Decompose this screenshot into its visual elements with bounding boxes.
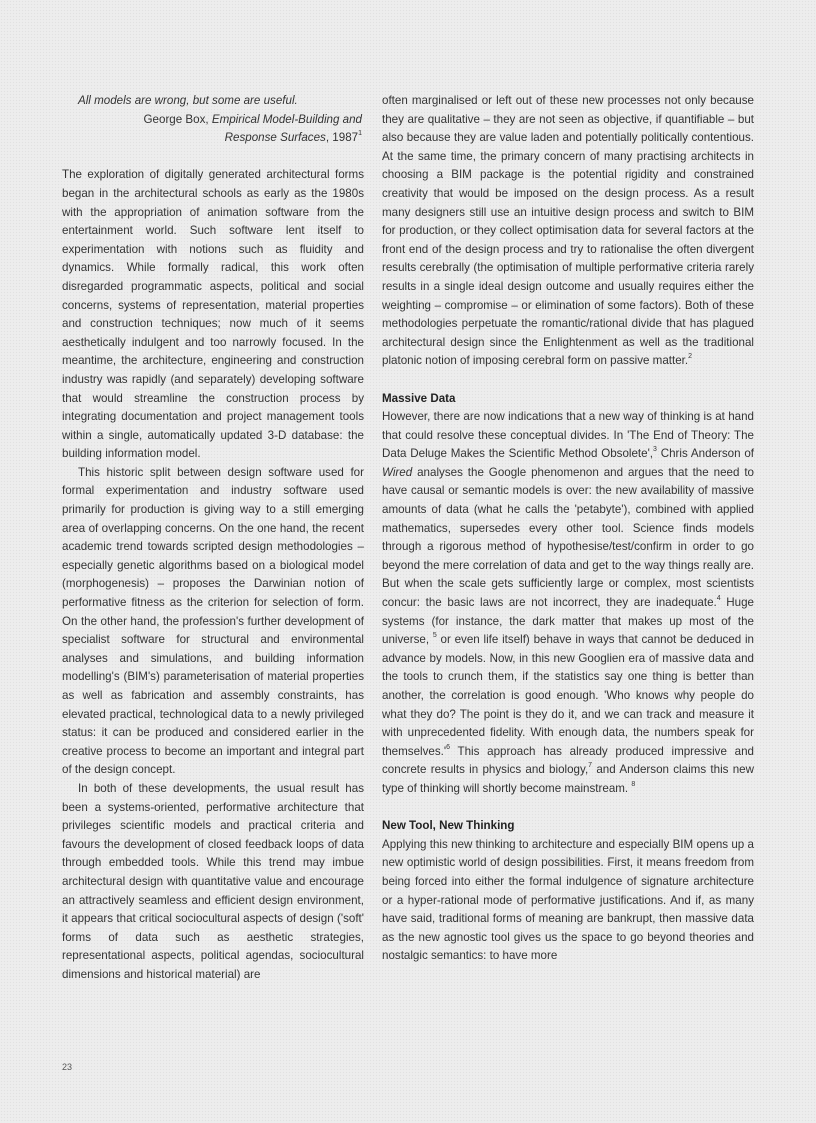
page-number: 23 (62, 1062, 73, 1072)
right-paragraph-1 (382, 92, 754, 371)
footnote-ref-2: 2 (688, 353, 693, 361)
epigraph (62, 92, 364, 148)
right-paragraph-1-text: often marginalised or left out of these new processes not only because they are qualitative – they are not seen as objective, if quantifiable – but also because they are value laden and potentially politically contentious. At the same time, the primary concern of many practising architects in choosing a BIM package is the potential rigidity and constrained creativity that would be imposed on the design process. As a result many designers still use an intuitive design process and switch to BIM for production, or they collect optimisation data for several factors at the front end of the design process and try to rationalise the often divergent results cerebrally (the optimisation of multiple performative criteria rarely results in a single ideal design outcome and usually requires either the weighting – compromise – or elimination of some factors). Both of these methodologies perpetuate the romantic/rational divide that has plagued architectural design since the Enlightenment as well as the traditional platonic notion of imposing cerebral form on passive matter. (382, 94, 754, 368)
left-paragraph-3: In both of these developments, the usual result has been a systems-oriented, performative architecture that privileges scientific models and practical criteria and favours the development of closed feedback loops of data through embedded tools. While this trend may imbue architectural design with quantitative value and encourage an attractively seamless and efficient design environment, it appears that critical sociocultural aspects of design ('soft' forms of data such as aesthetic strategies, representational aspects, political agendas, sociocultural dimensions and historical material) are (62, 781, 364, 981)
footnote-ref-1: 1 (358, 130, 362, 138)
epigraph-quote: All models are wrong, but some are useful. (78, 94, 298, 107)
left-column (62, 92, 364, 985)
epigraph-source-line-2 (62, 129, 364, 148)
left-paragraph-1: The exploration of digitally generated architectural forms began in the architectural schools as early as the 1980s with the appropriation of animation software from the entertainment world. Such software lent itself to experimentation with notions such as fluidity and dynamics. While formally radical, this work often disregarded programmatic aspects, political and social concerns, systems of representation, material properties and construction techniques; now much of it seems aesthetically indulgent and too narrowly focused. In the meantime, the architecture, engineering and construction industry was rapidly (and separately) developing software that would streamline the construction process by integrating documentation and project management tools within a single, automatically updated 3-D database: the building information model. (62, 168, 364, 461)
right-paragraph-2 (382, 408, 754, 798)
p2-part-f: This approach has already produced impressive and concrete results in physics and biology, (382, 744, 754, 777)
p2-wired: Wired (382, 465, 413, 479)
p2-part-a: However, there are now indications that a new way of thinking is at hand that could resolve these conceptual divides. In 'The End of Theory: The Data Deluge Makes the Scientific Method Obsolete', (382, 410, 754, 461)
epigraph-year: , 1987 (325, 131, 359, 145)
footnote-ref-4: 4 (716, 595, 721, 603)
p2-part-b: Chris Anderson of (656, 447, 754, 461)
p2-part-c: analyses the Google phenomenon and argues that the need to have causal or semantic models is over: the new availability of massive amounts of data (what he calls the 'petabyte'), combined with applied mathematics, supersedes every other tool. Science finds models through a rigorous method of hypothesise/test/confirm in order to go beyond the mere correlation of data and get to the way things really are. But when the scale gets sufficiently large or complex, most scientists concur: the basic laws are not incorrect, they are inadequate. (382, 465, 754, 610)
footnote-ref-8: 8 (631, 780, 636, 788)
footnote-ref-7: 7 (588, 762, 593, 770)
epigraph-author: George Box, (143, 112, 212, 126)
footnote-ref-6: 6 (446, 743, 450, 751)
footnote-ref-3: 3 (653, 446, 657, 454)
epigraph-book-line-2: Response Surfaces (224, 131, 326, 145)
heading-new-tool: New Tool, New Thinking (382, 819, 515, 833)
p2-part-d: Huge systems (for instance, the dark matter that makes up most of the universe, (382, 596, 755, 647)
p2-part-g: and Anderson claims this new type of thinking will shortly become mainstream. (382, 763, 754, 795)
right-paragraph-3: Applying this new thinking to architecture and especially BIM opens up a new optimistic world of design possibilities. First, it means freedom from being forced into either the formal indulgence of signature architecture or a hyper-rational mode of performative justifications. And if, as many have said, traditional forms of meaning are bankrupt, then massive data as the new agnostic tool gives us the space to go beyond theories and nostalgic semantics: to have more (382, 837, 754, 963)
left-paragraph-2: This historic split between design software used for formal experimentation and industry software used primarily for production is giving way to a still emerging area of overlapping concerns. On the one hand, the recent academic trend towards scripted design methodologies – especially genetic algorithms based on a biological model (morphogenesis) – proposes the Darwinian notion of performative fitness as the criterion for selection of form. On the other hand, the profession's further development of specialist software for structural and environmental analyses and simulations, and building information modelling's (BIM's) parameterisation of material properties as well as fabrication and assembly constraints, has elevated practical, technological data to a newly privileged status: it can be produced and considered earlier in the creative process to become an important and integral part of the design concept. (62, 465, 364, 777)
epigraph-source-line-1 (62, 111, 364, 130)
heading-massive-data: Massive Data (382, 391, 456, 405)
p2-part-e: or even life itself) behave in ways that cannot be deduced in advance by models. Now, in this new Googlien era of massive data and the tools to crunch them, if the statistics say one thing is better than another, the correlation is good enough. 'Who knows why people do what they do? The point is they do it, and we can track and measure it with unprecedented fidelity. With enough data, the numbers speak for themselves.' (382, 633, 755, 758)
epigraph-book-line-1: Empirical Model-Building and (211, 112, 362, 126)
footnote-ref-5: 5 (432, 632, 437, 640)
right-column (382, 92, 754, 966)
